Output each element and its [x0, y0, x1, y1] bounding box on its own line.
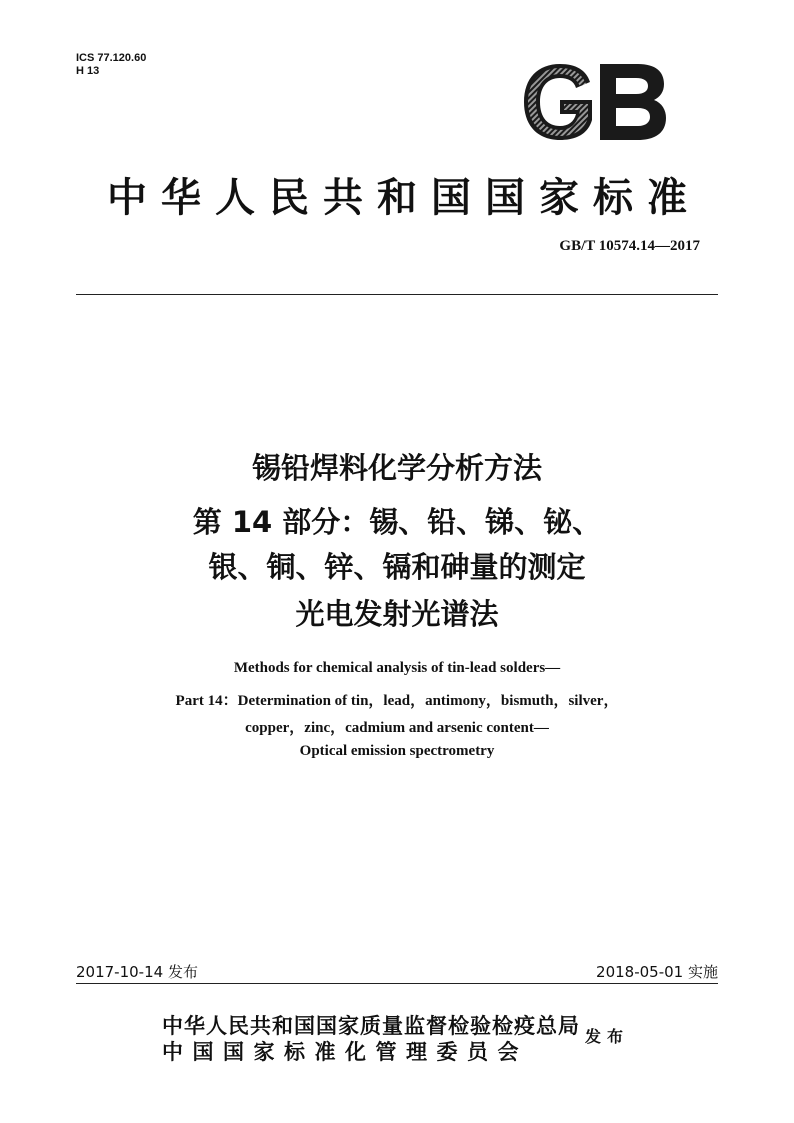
ccs-code: H 13 — [76, 65, 100, 77]
title-en-line-3: copper，zinc，cadmium and arsenic content— — [245, 720, 549, 736]
issue-date: 2017-10-14 发布 — [76, 963, 198, 981]
ics-code: ICS 77.120.60 — [76, 52, 147, 64]
title-zh-line-3: 银、铜、锌、镉和砷量的测定 — [208, 550, 586, 584]
title-zh-line-2: 第 14 部分：锡、铅、锑、铋、 — [192, 505, 602, 539]
classification-codes — [76, 52, 146, 78]
title-en-line-2: Part 14：Determination of tin，lead，antimony，bismuth，silver， — [175, 693, 619, 709]
gb-logo — [520, 60, 670, 144]
national-standard-title: 中华人民共和国国家标准 — [107, 175, 701, 220]
bottom-divider — [76, 983, 718, 984]
standard-number: GB/T 10574.14—2017 — [559, 238, 700, 254]
title-zh-line-1: 锡铅焊料化学分析方法 — [251, 451, 542, 485]
top-divider — [76, 294, 718, 295]
issuer-sac: 中国国家标准化管理委员会 — [162, 1040, 528, 1064]
title-en-line-1: Methods for chemical analysis of tin-lead solders— — [233, 660, 561, 676]
implementation-date: 2018-05-01 实施 — [596, 963, 718, 981]
title-en-line-4: Optical emission spectrometry — [299, 743, 495, 759]
publish-label: 发布 — [585, 1027, 630, 1046]
title-zh-line-4: 光电发射光谱法 — [295, 597, 499, 631]
issuer-aqsiq: 中华人民共和国国家质量监督检验检疫总局 — [162, 1014, 580, 1038]
